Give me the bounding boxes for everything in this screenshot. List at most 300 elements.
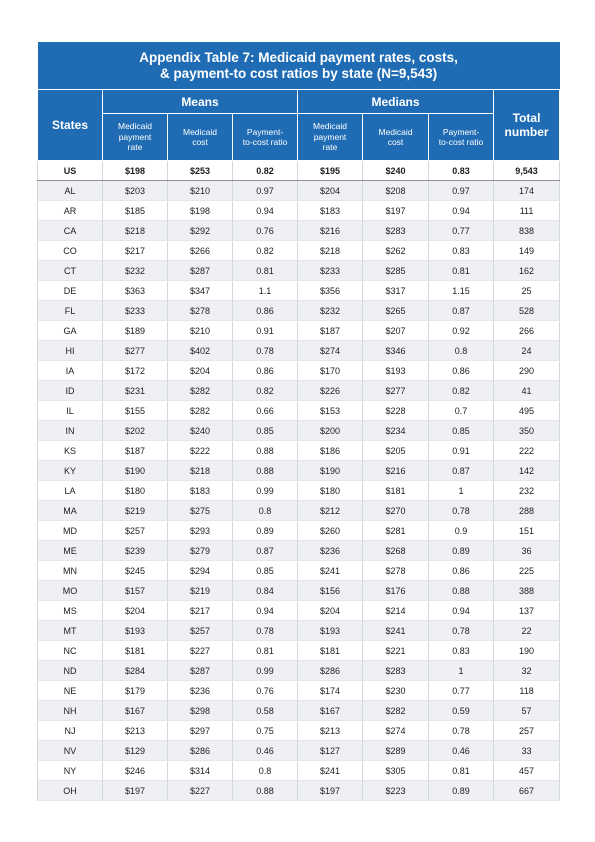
cell-medians-payment-rate: $236 — [298, 541, 363, 561]
cell-total-number: 57 — [494, 701, 560, 721]
cell-means-ratio: 0.81 — [233, 261, 298, 281]
cell-medians-payment-rate: $193 — [298, 621, 363, 641]
cell-state: FL — [38, 301, 103, 321]
cell-medians-cost: $214 — [363, 601, 429, 621]
cell-medians-ratio: 0.91 — [429, 441, 494, 461]
cell-state: KY — [38, 461, 103, 481]
cell-medians-payment-rate: $180 — [298, 481, 363, 501]
cell-medians-ratio: 1 — [429, 481, 494, 501]
cell-medians-payment-rate: $356 — [298, 281, 363, 301]
cell-medians-cost: $181 — [363, 481, 429, 501]
cell-total-number: 174 — [494, 181, 560, 201]
cell-medians-ratio: 0.83 — [429, 641, 494, 661]
cell-state: MT — [38, 621, 103, 641]
cell-means-ratio: 0.75 — [233, 721, 298, 741]
cell-means-cost: $222 — [168, 441, 233, 461]
cell-state: GA — [38, 321, 103, 341]
cell-means-cost: $282 — [168, 381, 233, 401]
cell-medians-payment-rate: $186 — [298, 441, 363, 461]
cell-means-cost: $292 — [168, 221, 233, 241]
cell-medians-payment-rate: $167 — [298, 701, 363, 721]
cell-means-ratio: 0.82 — [233, 241, 298, 261]
cell-means-cost: $240 — [168, 421, 233, 441]
cell-medians-payment-rate: $181 — [298, 641, 363, 661]
cell-means-ratio: 0.76 — [233, 221, 298, 241]
table-row — [38, 521, 560, 541]
table-row — [38, 581, 560, 601]
cell-medians-cost: $205 — [363, 441, 429, 461]
cell-means-payment-rate: $204 — [103, 601, 168, 621]
cell-medians-ratio: 0.89 — [429, 781, 494, 801]
cell-means-payment-rate: $180 — [103, 481, 168, 501]
cell-means-payment-rate: $284 — [103, 661, 168, 681]
cell-total-number: 266 — [494, 321, 560, 341]
table-row — [38, 241, 560, 261]
cell-medians-payment-rate: $174 — [298, 681, 363, 701]
cell-medians-payment-rate: $241 — [298, 561, 363, 581]
cell-medians-ratio: 0.78 — [429, 621, 494, 641]
cell-means-payment-rate: $232 — [103, 261, 168, 281]
cell-means-cost: $257 — [168, 621, 233, 641]
table-row — [38, 541, 560, 561]
cell-means-ratio: 0.85 — [233, 421, 298, 441]
cell-medians-cost: $207 — [363, 321, 429, 341]
cell-medians-cost: $240 — [363, 161, 429, 181]
cell-state: CO — [38, 241, 103, 261]
cell-means-ratio: 0.8 — [233, 501, 298, 521]
cell-total-number: 225 — [494, 561, 560, 581]
header-medians: Medians — [298, 90, 494, 114]
cell-means-payment-rate: $202 — [103, 421, 168, 441]
table-row — [38, 441, 560, 461]
cell-state: KS — [38, 441, 103, 461]
table-row — [38, 721, 560, 741]
cell-total-number: 33 — [494, 741, 560, 761]
cell-means-payment-rate: $157 — [103, 581, 168, 601]
cell-state: DE — [38, 281, 103, 301]
cell-total-number: 36 — [494, 541, 560, 561]
header-total-number: Total number — [494, 90, 560, 161]
cell-state: ME — [38, 541, 103, 561]
table-row — [38, 781, 560, 801]
title-row — [38, 42, 560, 90]
cell-medians-payment-rate: $204 — [298, 601, 363, 621]
cell-total-number: 118 — [494, 681, 560, 701]
cell-medians-ratio: 0.82 — [429, 381, 494, 401]
cell-medians-ratio: 0.94 — [429, 601, 494, 621]
cell-means-payment-rate: $218 — [103, 221, 168, 241]
table-row — [38, 621, 560, 641]
cell-total-number: 9,543 — [494, 161, 560, 181]
cell-means-payment-rate: $239 — [103, 541, 168, 561]
cell-total-number: 838 — [494, 221, 560, 241]
cell-medians-cost: $176 — [363, 581, 429, 601]
cell-means-cost: $210 — [168, 181, 233, 201]
cell-means-payment-rate: $179 — [103, 681, 168, 701]
cell-means-payment-rate: $363 — [103, 281, 168, 301]
cell-medians-ratio: 0.81 — [429, 761, 494, 781]
cell-total-number: 25 — [494, 281, 560, 301]
cell-medians-cost: $262 — [363, 241, 429, 261]
header-medians-ratio: Payment-to-cost ratio — [429, 114, 494, 161]
cell-means-payment-rate: $189 — [103, 321, 168, 341]
cell-medians-payment-rate: $218 — [298, 241, 363, 261]
cell-means-ratio: 0.82 — [233, 161, 298, 181]
table-row — [38, 221, 560, 241]
cell-total-number: 190 — [494, 641, 560, 661]
cell-means-ratio: 0.8 — [233, 761, 298, 781]
medicaid-payment-table — [37, 42, 560, 801]
cell-total-number: 288 — [494, 501, 560, 521]
table-row — [38, 661, 560, 681]
cell-medians-ratio: 0.88 — [429, 581, 494, 601]
cell-means-ratio: 0.87 — [233, 541, 298, 561]
cell-means-cost: $287 — [168, 261, 233, 281]
cell-total-number: 528 — [494, 301, 560, 321]
cell-medians-cost: $265 — [363, 301, 429, 321]
cell-total-number: 41 — [494, 381, 560, 401]
cell-medians-payment-rate: $286 — [298, 661, 363, 681]
cell-means-ratio: 0.84 — [233, 581, 298, 601]
table-row — [38, 741, 560, 761]
cell-means-cost: $275 — [168, 501, 233, 521]
cell-means-cost: $227 — [168, 781, 233, 801]
cell-means-payment-rate: $155 — [103, 401, 168, 421]
cell-total-number: 667 — [494, 781, 560, 801]
cell-medians-payment-rate: $233 — [298, 261, 363, 281]
cell-medians-ratio: 0.86 — [429, 361, 494, 381]
cell-state: HI — [38, 341, 103, 361]
table-row — [38, 601, 560, 621]
cell-means-ratio: 0.58 — [233, 701, 298, 721]
cell-medians-ratio: 0.78 — [429, 721, 494, 741]
cell-means-payment-rate: $231 — [103, 381, 168, 401]
cell-medians-ratio: 0.97 — [429, 181, 494, 201]
cell-medians-payment-rate: $241 — [298, 761, 363, 781]
cell-means-cost: $402 — [168, 341, 233, 361]
cell-state: AL — [38, 181, 103, 201]
cell-medians-cost: $197 — [363, 201, 429, 221]
cell-state: MN — [38, 561, 103, 581]
cell-means-cost: $314 — [168, 761, 233, 781]
cell-state: NC — [38, 641, 103, 661]
table-row — [38, 561, 560, 581]
header-means-payment-rate: Medicaid payment rate — [103, 114, 168, 161]
cell-medians-cost: $241 — [363, 621, 429, 641]
cell-means-ratio: 0.99 — [233, 661, 298, 681]
cell-medians-cost: $270 — [363, 501, 429, 521]
cell-means-cost: $282 — [168, 401, 233, 421]
cell-means-payment-rate: $187 — [103, 441, 168, 461]
cell-means-cost: $218 — [168, 461, 233, 481]
cell-means-payment-rate: $277 — [103, 341, 168, 361]
cell-means-cost: $183 — [168, 481, 233, 501]
cell-means-cost: $297 — [168, 721, 233, 741]
cell-means-ratio: 1.1 — [233, 281, 298, 301]
table-row — [38, 401, 560, 421]
cell-total-number: 142 — [494, 461, 560, 481]
cell-means-payment-rate: $257 — [103, 521, 168, 541]
cell-medians-ratio: 0.8 — [429, 341, 494, 361]
cell-medians-cost: $283 — [363, 221, 429, 241]
cell-medians-cost: $234 — [363, 421, 429, 441]
cell-means-payment-rate: $246 — [103, 761, 168, 781]
cell-state: NH — [38, 701, 103, 721]
cell-medians-cost: $230 — [363, 681, 429, 701]
cell-medians-payment-rate: $204 — [298, 181, 363, 201]
table-row — [38, 361, 560, 381]
cell-total-number: 495 — [494, 401, 560, 421]
cell-total-number: 350 — [494, 421, 560, 441]
cell-means-ratio: 0.46 — [233, 741, 298, 761]
cell-means-cost: $278 — [168, 301, 233, 321]
cell-means-payment-rate: $245 — [103, 561, 168, 581]
cell-medians-payment-rate: $190 — [298, 461, 363, 481]
cell-medians-ratio: 0.86 — [429, 561, 494, 581]
cell-means-payment-rate: $213 — [103, 721, 168, 741]
header-means-ratio: Payment-to-cost ratio — [233, 114, 298, 161]
cell-means-payment-rate: $219 — [103, 501, 168, 521]
table-row — [38, 321, 560, 341]
table-row — [38, 701, 560, 721]
cell-state: LA — [38, 481, 103, 501]
cell-means-cost: $298 — [168, 701, 233, 721]
cell-medians-payment-rate: $212 — [298, 501, 363, 521]
cell-medians-payment-rate: $200 — [298, 421, 363, 441]
cell-total-number: 162 — [494, 261, 560, 281]
cell-medians-cost: $193 — [363, 361, 429, 381]
table-row — [38, 281, 560, 301]
table-row — [38, 641, 560, 661]
cell-means-payment-rate: $233 — [103, 301, 168, 321]
cell-means-ratio: 0.88 — [233, 781, 298, 801]
cell-medians-cost: $289 — [363, 741, 429, 761]
table-row — [38, 461, 560, 481]
table-row — [38, 681, 560, 701]
cell-means-cost: $286 — [168, 741, 233, 761]
cell-means-payment-rate: $190 — [103, 461, 168, 481]
cell-medians-cost: $277 — [363, 381, 429, 401]
table-row — [38, 301, 560, 321]
cell-medians-ratio: 1.15 — [429, 281, 494, 301]
cell-means-ratio: 0.78 — [233, 621, 298, 641]
cell-means-cost: $236 — [168, 681, 233, 701]
cell-state: MO — [38, 581, 103, 601]
cell-means-payment-rate: $217 — [103, 241, 168, 261]
cell-medians-payment-rate: $226 — [298, 381, 363, 401]
cell-medians-cost: $223 — [363, 781, 429, 801]
cell-state: MS — [38, 601, 103, 621]
table-row — [38, 421, 560, 441]
cell-means-ratio: 0.94 — [233, 201, 298, 221]
table-row — [38, 201, 560, 221]
table-row — [38, 381, 560, 401]
cell-state: US — [38, 161, 103, 181]
cell-state: NJ — [38, 721, 103, 741]
cell-means-ratio: 0.86 — [233, 301, 298, 321]
cell-means-ratio: 0.88 — [233, 461, 298, 481]
cell-medians-ratio: 0.78 — [429, 501, 494, 521]
cell-means-payment-rate: $203 — [103, 181, 168, 201]
cell-medians-cost: $346 — [363, 341, 429, 361]
cell-state: MA — [38, 501, 103, 521]
cell-state: MD — [38, 521, 103, 541]
cell-means-cost: $266 — [168, 241, 233, 261]
cell-means-payment-rate: $193 — [103, 621, 168, 641]
cell-means-ratio: 0.91 — [233, 321, 298, 341]
cell-means-cost: $204 — [168, 361, 233, 381]
cell-means-ratio: 0.89 — [233, 521, 298, 541]
cell-means-cost: $217 — [168, 601, 233, 621]
cell-state: NE — [38, 681, 103, 701]
header-means-cost: Medicaid cost — [168, 114, 233, 161]
cell-means-ratio: 0.88 — [233, 441, 298, 461]
cell-medians-payment-rate: $183 — [298, 201, 363, 221]
cell-total-number: 457 — [494, 761, 560, 781]
cell-means-ratio: 0.76 — [233, 681, 298, 701]
cell-means-ratio: 0.99 — [233, 481, 298, 501]
cell-medians-ratio: 0.46 — [429, 741, 494, 761]
cell-means-cost: $210 — [168, 321, 233, 341]
group-header-row — [38, 90, 560, 114]
cell-medians-payment-rate: $216 — [298, 221, 363, 241]
cell-means-cost: $198 — [168, 201, 233, 221]
cell-means-cost: $279 — [168, 541, 233, 561]
cell-medians-cost: $208 — [363, 181, 429, 201]
cell-medians-cost: $221 — [363, 641, 429, 661]
cell-means-cost: $347 — [168, 281, 233, 301]
cell-state: IL — [38, 401, 103, 421]
cell-total-number: 137 — [494, 601, 560, 621]
cell-state: NY — [38, 761, 103, 781]
cell-medians-cost: $281 — [363, 521, 429, 541]
cell-medians-payment-rate: $195 — [298, 161, 363, 181]
cell-medians-cost: $278 — [363, 561, 429, 581]
cell-means-payment-rate: $198 — [103, 161, 168, 181]
cell-total-number: 151 — [494, 521, 560, 541]
cell-medians-cost: $268 — [363, 541, 429, 561]
cell-total-number: 232 — [494, 481, 560, 501]
cell-means-ratio: 0.66 — [233, 401, 298, 421]
cell-total-number: 257 — [494, 721, 560, 741]
cell-medians-cost: $317 — [363, 281, 429, 301]
cell-state: IA — [38, 361, 103, 381]
cell-means-ratio: 0.85 — [233, 561, 298, 581]
cell-medians-cost: $283 — [363, 661, 429, 681]
table-row — [38, 501, 560, 521]
cell-medians-ratio: 0.7 — [429, 401, 494, 421]
header-means: Means — [103, 90, 298, 114]
cell-medians-cost: $282 — [363, 701, 429, 721]
sub-header-row — [38, 114, 560, 161]
cell-means-payment-rate: $167 — [103, 701, 168, 721]
cell-medians-ratio: 0.87 — [429, 301, 494, 321]
cell-means-ratio: 0.94 — [233, 601, 298, 621]
cell-medians-cost: $274 — [363, 721, 429, 741]
cell-medians-payment-rate: $127 — [298, 741, 363, 761]
cell-medians-ratio: 0.87 — [429, 461, 494, 481]
table-title — [38, 42, 560, 90]
cell-total-number: 388 — [494, 581, 560, 601]
cell-means-cost: $253 — [168, 161, 233, 181]
cell-state: ID — [38, 381, 103, 401]
cell-means-payment-rate: $172 — [103, 361, 168, 381]
cell-medians-ratio: 0.85 — [429, 421, 494, 441]
cell-means-cost: $227 — [168, 641, 233, 661]
cell-medians-payment-rate: $213 — [298, 721, 363, 741]
cell-state: CA — [38, 221, 103, 241]
table-row-us-total — [38, 161, 560, 181]
cell-means-ratio: 0.78 — [233, 341, 298, 361]
cell-medians-payment-rate: $260 — [298, 521, 363, 541]
cell-medians-ratio: 0.83 — [429, 161, 494, 181]
cell-state: NV — [38, 741, 103, 761]
cell-medians-payment-rate: $274 — [298, 341, 363, 361]
header-states: States — [38, 90, 103, 161]
table-row — [38, 341, 560, 361]
cell-means-ratio: 0.81 — [233, 641, 298, 661]
cell-medians-payment-rate: $170 — [298, 361, 363, 381]
header-medians-cost: Medicaid cost — [363, 114, 429, 161]
cell-medians-ratio: 0.77 — [429, 221, 494, 241]
cell-medians-cost: $285 — [363, 261, 429, 281]
cell-means-payment-rate: $129 — [103, 741, 168, 761]
cell-means-cost: $293 — [168, 521, 233, 541]
table-body — [38, 161, 560, 801]
cell-medians-payment-rate: $153 — [298, 401, 363, 421]
cell-medians-payment-rate: $187 — [298, 321, 363, 341]
cell-total-number: 32 — [494, 661, 560, 681]
cell-medians-cost: $216 — [363, 461, 429, 481]
cell-medians-ratio: 0.89 — [429, 541, 494, 561]
table-header — [38, 42, 560, 161]
cell-total-number: 149 — [494, 241, 560, 261]
table-title-line-2: & payment-to cost ratios by state (N=9,543) — [159, 65, 438, 81]
cell-means-payment-rate: $185 — [103, 201, 168, 221]
cell-state: IN — [38, 421, 103, 441]
cell-means-ratio: 0.97 — [233, 181, 298, 201]
table-title-line-1: Appendix Table 7: Medicaid payment rates, costs, — [139, 49, 458, 65]
cell-medians-ratio: 0.83 — [429, 241, 494, 261]
header-medians-payment-rate: Medicaid payment rate — [298, 114, 363, 161]
cell-medians-cost: $305 — [363, 761, 429, 781]
cell-medians-cost: $228 — [363, 401, 429, 421]
cell-state: CT — [38, 261, 103, 281]
cell-state: OH — [38, 781, 103, 801]
table-row — [38, 481, 560, 501]
cell-medians-ratio: 0.59 — [429, 701, 494, 721]
cell-state: AR — [38, 201, 103, 221]
table-row — [38, 261, 560, 281]
cell-medians-ratio: 0.92 — [429, 321, 494, 341]
cell-medians-ratio: 0.77 — [429, 681, 494, 701]
cell-medians-payment-rate: $232 — [298, 301, 363, 321]
cell-means-cost: $294 — [168, 561, 233, 581]
cell-state: ND — [38, 661, 103, 681]
table-row — [38, 761, 560, 781]
cell-total-number: 290 — [494, 361, 560, 381]
cell-means-cost: $287 — [168, 661, 233, 681]
cell-medians-ratio: 0.9 — [429, 521, 494, 541]
cell-total-number: 111 — [494, 201, 560, 221]
cell-means-cost: $219 — [168, 581, 233, 601]
cell-means-payment-rate: $181 — [103, 641, 168, 661]
cell-means-ratio: 0.86 — [233, 361, 298, 381]
cell-means-payment-rate: $197 — [103, 781, 168, 801]
cell-medians-ratio: 0.81 — [429, 261, 494, 281]
cell-means-ratio: 0.82 — [233, 381, 298, 401]
cell-total-number: 22 — [494, 621, 560, 641]
